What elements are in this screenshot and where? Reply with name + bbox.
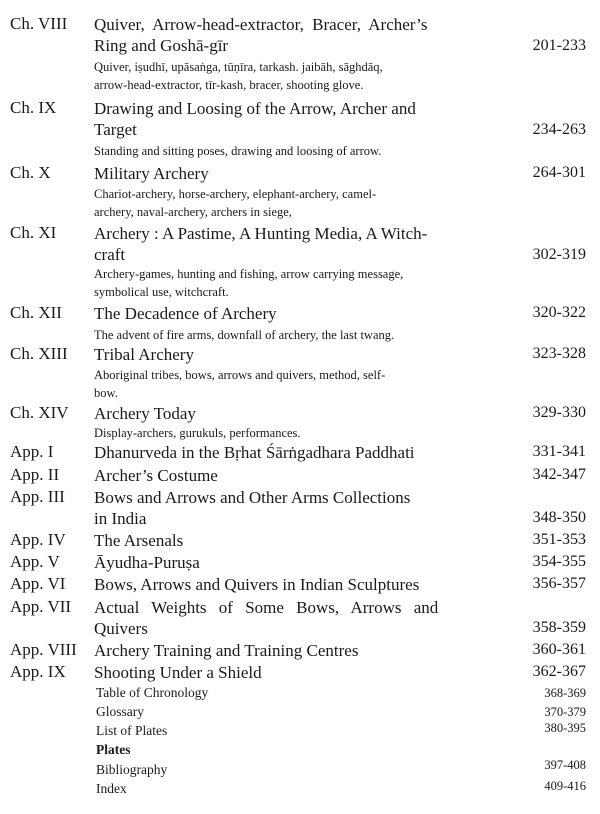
entry-pages: 358-359	[532, 619, 586, 636]
entry-label: Ch. XII	[10, 303, 62, 322]
entry-label: App. VIII	[10, 640, 77, 659]
description-line: The advent of fire arms, downfall of archery, the last twang.	[94, 328, 395, 342]
description-line: arrow-head-extractor, tīr-kash, bracer, shooting glove.	[94, 78, 364, 92]
back-matter-title: Bibliography	[96, 762, 168, 777]
entry-description	[94, 265, 502, 301]
entry-title-line: Āyudha-Puruṣa	[94, 553, 200, 572]
entry-title	[94, 403, 502, 424]
entry-title	[94, 163, 502, 184]
entry-title	[94, 574, 502, 595]
entry-pages: 342-347	[532, 466, 586, 483]
entry-label: App. III	[10, 487, 65, 506]
description-line: symbolical use, witchcraft.	[94, 285, 229, 299]
entry-label: Ch. X	[10, 163, 51, 182]
entry-description	[94, 58, 502, 94]
description-line: Quiver, iṣudhī, upāsaṅga, tūṇīra, tarkash. jaibāh, sāghdāq,	[94, 60, 383, 74]
entry-title	[94, 465, 502, 486]
entry-title-line: The Arsenals	[94, 531, 184, 550]
entry-label: Ch. XIII	[10, 344, 68, 363]
description-line: Chariot-archery, horse-archery, elephant-archery, camel-	[94, 187, 377, 201]
entry-title	[94, 552, 502, 573]
back-matter-title: Index	[96, 781, 127, 796]
entry-description	[94, 142, 502, 160]
back-matter-pages: 370-379	[544, 705, 586, 719]
description-line: archery, naval-archery, archers in siege,	[94, 205, 292, 219]
back-matter-title: Table of Chronology	[96, 685, 209, 700]
entry-label: App. VII	[10, 597, 72, 616]
description-line: Display-archers, gurukuls, performances.	[94, 426, 301, 440]
entry-title-line: craft	[94, 245, 126, 264]
entry-pages: 356-357	[532, 575, 586, 592]
entry-pages: 329-330	[532, 404, 586, 421]
entry-title-line: The Decadence of Archery	[94, 304, 277, 323]
entry-pages: 323-328	[532, 345, 586, 362]
entry-title-line: Tribal Archery	[94, 345, 194, 364]
entry-title	[94, 662, 502, 683]
entry-title	[94, 640, 502, 661]
entry-label: Ch. XI	[10, 223, 57, 242]
back-matter-title: Glossary	[96, 704, 144, 719]
entry-pages: 320-322	[532, 304, 586, 321]
entry-description	[94, 185, 502, 221]
entry-label: App. VI	[10, 574, 66, 593]
back-matter-pages: 409-416	[544, 779, 586, 793]
entry-title	[94, 344, 502, 365]
entry-title	[94, 303, 502, 324]
entry-title	[94, 98, 502, 140]
entry-title	[94, 597, 502, 639]
entry-pages: 354-355	[532, 553, 586, 570]
entry-pages: 362-367	[532, 663, 586, 680]
entry-title-line: Actual Weights of Some Bows, Arrows and	[94, 598, 439, 617]
entry-label: App. II	[10, 465, 60, 484]
entry-pages: 348-350	[532, 509, 586, 526]
entry-title-line: Archer’s Costume	[94, 466, 218, 485]
entry-title-line: Bows, Arrows and Quivers in Indian Sculptures	[94, 575, 420, 594]
entry-label: App. V	[10, 552, 60, 571]
description-line: Standing and sitting poses, drawing and loosing of arrow.	[94, 144, 382, 158]
entry-title-line: Quiver, Arrow-head-extractor, Bracer, Archer’s	[94, 15, 428, 34]
entry-title	[94, 14, 502, 56]
back-matter-pages: 380-395	[544, 721, 586, 735]
entry-label: Ch. XIV	[10, 403, 69, 422]
entry-title-line: Shooting Under a Shield	[94, 663, 262, 682]
entry-title-line: Ring and Goshā-gīr	[94, 36, 229, 55]
entry-title-line: Archery Today	[94, 404, 196, 423]
back-matter-pages: 368-369	[544, 686, 586, 700]
entry-label: App. IX	[10, 662, 66, 681]
entry-title-line: Archery Training and Training Centres	[94, 641, 359, 660]
entry-label: App. I	[10, 442, 54, 461]
entry-pages: 351-353	[532, 531, 586, 548]
back-matter-title: Plates	[96, 742, 131, 757]
entry-title-line: Quivers	[94, 619, 148, 638]
entry-description	[94, 326, 502, 344]
entry-label: Ch. VIII	[10, 14, 68, 33]
entry-title-line: Target	[94, 120, 137, 139]
entry-title-line: Archery : A Pastime, A Hunting Media, A Witch-	[94, 224, 428, 243]
description-line: Aboriginal tribes, bows, arrows and quivers, method, self-	[94, 368, 386, 382]
entry-title	[94, 223, 502, 265]
entry-pages: 234-263	[532, 121, 586, 138]
entry-title	[94, 530, 502, 551]
entry-label: Ch. IX	[10, 98, 57, 117]
entry-description	[94, 424, 502, 442]
entry-label: App. IV	[10, 530, 66, 549]
entry-title-line: Dhanurveda in the Bṛhat Śārṅgadhara Paddhati	[94, 443, 415, 462]
entry-title	[94, 487, 502, 529]
description-line: Archery-games, hunting and fishing, arrow carrying message,	[94, 267, 404, 281]
entry-pages: 302-319	[532, 246, 586, 263]
entry-pages: 201-233	[532, 37, 586, 54]
entry-title-line: in India	[94, 509, 147, 528]
entry-title	[94, 442, 502, 463]
entry-pages: 264-301	[532, 164, 586, 181]
back-matter-title: List of Plates	[96, 723, 168, 738]
entry-description	[94, 366, 502, 402]
entry-title-line: Drawing and Loosing of the Arrow, Archer and	[94, 99, 416, 118]
entry-title-line: Military Archery	[94, 164, 209, 183]
description-line: bow.	[94, 386, 118, 400]
entry-pages: 331-341	[532, 443, 586, 460]
entry-pages: 360-361	[532, 641, 586, 658]
entry-title-line: Bows and Arrows and Other Arms Collections	[94, 488, 411, 507]
back-matter-pages: 397-408	[544, 758, 586, 772]
